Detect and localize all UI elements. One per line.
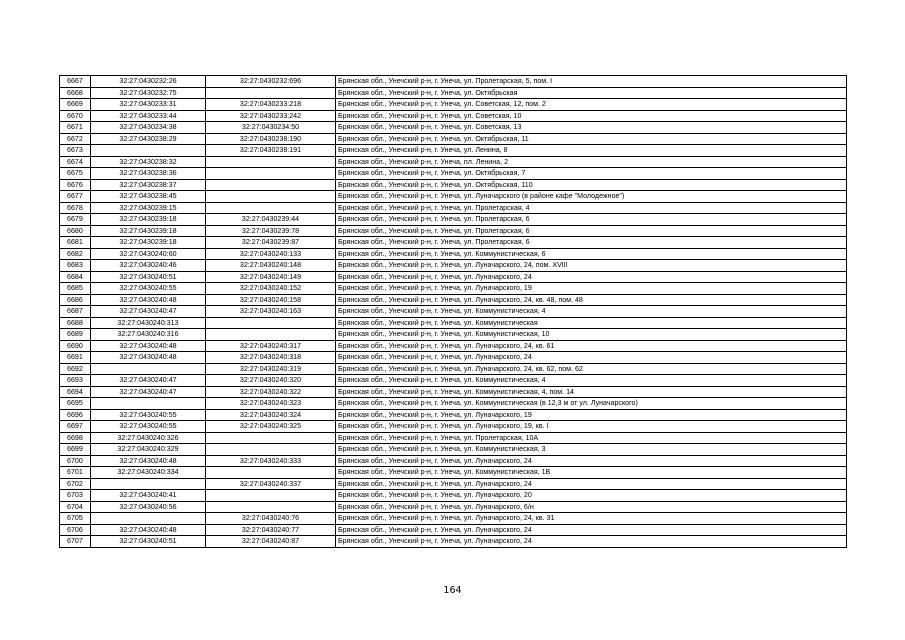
address-cell: Брянская обл., Унечский р-н, г. Унеча, ул. Октябрьская, 11 [336,133,847,145]
address-cell: Брянская обл., Унечский р-н, г. Унеча, ул. Советская, 10 [336,110,847,122]
building-cadastral-cell [206,179,336,191]
building-cadastral-cell: 32:27:0430240:318 [206,352,336,364]
row-number-cell: 6705 [60,513,91,525]
table-row [60,248,847,260]
land-parcel-cadastral-cell [91,145,206,157]
row-number-cell: 6674 [60,156,91,168]
land-parcel-cadastral-cell: 32:27:0430240:55 [91,283,206,295]
building-cadastral-cell: 32:27:0430240:324 [206,409,336,421]
table-row [60,478,847,490]
address-cell: Брянская обл., Унечский р-н, г. Унеча, ул. Луначарского, 24 [336,352,847,364]
row-number-cell: 6671 [60,122,91,134]
row-number-cell: 6701 [60,467,91,479]
land-parcel-cadastral-cell: 32:27:0430240:60 [91,248,206,260]
table-row [60,122,847,134]
table-row [60,76,847,88]
row-number-cell: 6689 [60,329,91,341]
land-parcel-cadastral-cell: 32:27:0430240:47 [91,375,206,387]
building-cadastral-cell: 32:27:0430238:190 [206,133,336,145]
land-parcel-cadastral-cell: 32:27:0430240:316 [91,329,206,341]
land-parcel-cadastral-cell [91,513,206,525]
row-number-cell: 6678 [60,202,91,214]
building-cadastral-cell [206,202,336,214]
table-row [60,329,847,341]
address-cell: Брянская обл., Унечский р-н, г. Унеча, ул. Коммунистическая, 3 [336,444,847,456]
row-number-cell: 6688 [60,317,91,329]
address-cell: Брянская обл., Унечский р-н, г. Унеча, ул. Луначарского, 24, кв. 48, пом. 48 [336,294,847,306]
address-cell: Брянская обл., Унечский р-н, г. Унеча, ул. Луначарского, 24 [336,536,847,548]
row-number-cell: 6668 [60,87,91,99]
table-row [60,455,847,467]
building-cadastral-cell: 32:27:0430232:696 [206,76,336,88]
building-cadastral-cell: 32:27:0430240:158 [206,294,336,306]
table-row [60,156,847,168]
land-parcel-cadastral-cell: 32:27:0430240:48 [91,294,206,306]
table-row [60,513,847,525]
address-cell: Брянская обл., Унечский р-н, г. Унеча, ул. Пролетарская, 6 [336,214,847,226]
building-cadastral-cell [206,501,336,513]
land-parcel-cadastral-cell: 32:27:0430239:18 [91,225,206,237]
land-parcel-cadastral-cell [91,398,206,410]
table-row [60,237,847,249]
land-parcel-cadastral-cell: 32:27:0430232:75 [91,87,206,99]
land-parcel-cadastral-cell: 32:27:0430240:55 [91,409,206,421]
table-row [60,271,847,283]
address-cell: Брянская обл., Унечский р-н, г. Унеча, ул. Луначарского, 20 [336,490,847,502]
table-row [60,467,847,479]
land-parcel-cadastral-cell: 32:27:0430240:51 [91,536,206,548]
building-cadastral-cell [206,490,336,502]
land-parcel-cadastral-cell: 32:27:0430233:31 [91,99,206,111]
address-cell: Брянская обл., Унечский р-н, г. Унеча, ул. Луначарского, 19, кв. I [336,421,847,433]
table-row [60,432,847,444]
building-cadastral-cell: 32:27:0430240:322 [206,386,336,398]
table-row [60,225,847,237]
land-parcel-cadastral-cell: 32:27:0430240:329 [91,444,206,456]
table-row [60,421,847,433]
building-cadastral-cell: 32:27:0430240:333 [206,455,336,467]
row-number-cell: 6673 [60,145,91,157]
land-parcel-cadastral-cell: 32:27:0430240:48 [91,455,206,467]
building-cadastral-cell [206,329,336,341]
building-cadastral-cell [206,87,336,99]
address-cell: Брянская обл., Унечский р-н, г. Унеча, ул. Коммунистическая, 6 [336,248,847,260]
building-cadastral-cell: 32:27:0430240:76 [206,513,336,525]
row-number-cell: 6669 [60,99,91,111]
row-number-cell: 6697 [60,421,91,433]
row-number-cell: 6691 [60,352,91,364]
land-parcel-cadastral-cell: 32:27:0430240:313 [91,317,206,329]
building-cadastral-cell: 32:27:0430240:320 [206,375,336,387]
table-row [60,444,847,456]
address-cell: Брянская обл., Унечский р-н, г. Унеча, ул. Коммунистическая, 4 [336,306,847,318]
row-number-cell: 6667 [60,76,91,88]
land-parcel-cadastral-cell: 32:27:0430240:48 [91,524,206,536]
row-number-cell: 6696 [60,409,91,421]
land-parcel-cadastral-cell: 32:27:0430240:46 [91,260,206,272]
land-parcel-cadastral-cell: 32:27:0430239:15 [91,202,206,214]
table-row [60,110,847,122]
land-parcel-cadastral-cell: 32:27:0430238:29 [91,133,206,145]
row-number-cell: 6700 [60,455,91,467]
row-number-cell: 6676 [60,179,91,191]
address-cell: Брянская обл., Унечский р-н, г. Унеча, ул. Ленина, 8 [336,145,847,157]
address-cell: Брянская обл., Унечский р-н, г. Унеча, ул. Октябрьская, 7 [336,168,847,180]
building-cadastral-cell: 32:27:0430240:337 [206,478,336,490]
building-cadastral-cell: 32:27:0430240:133 [206,248,336,260]
building-cadastral-cell: 32:27:0430240:317 [206,340,336,352]
building-cadastral-cell: 32:27:0430240:323 [206,398,336,410]
row-number-cell: 6706 [60,524,91,536]
row-number-cell: 6694 [60,386,91,398]
land-parcel-cadastral-cell: 32:27:0430240:47 [91,306,206,318]
table-row [60,87,847,99]
row-number-cell: 6695 [60,398,91,410]
land-parcel-cadastral-cell: 32:27:0430233:44 [91,110,206,122]
table-row [60,260,847,272]
row-number-cell: 6683 [60,260,91,272]
land-parcel-cadastral-cell: 32:27:0430240:48 [91,352,206,364]
row-number-cell: 6704 [60,501,91,513]
row-number-cell: 6670 [60,110,91,122]
building-cadastral-cell: 32:27:0430240:77 [206,524,336,536]
address-cell: Брянская обл., Унечский р-н, г. Унеча, ул. Коммунистическая (в 12,3 м от ул. Луначарского) [336,398,847,410]
address-cell: Брянская обл., Унечский р-н, г. Унеча, ул. Луначарского, 24 [336,271,847,283]
land-parcel-cadastral-cell: 32:27:0430238:37 [91,179,206,191]
address-cell: Брянская обл., Унечский р-н, г. Унеча, ул. Коммунистическая [336,317,847,329]
address-cell: Брянская обл., Унечский р-н, г. Унеча, ул. Луначарского, 24 [336,478,847,490]
building-cadastral-cell [206,467,336,479]
row-number-cell: 6677 [60,191,91,203]
address-cell: Брянская обл., Унечский р-н, г. Унеча, ул. Советская, 12, пом. 2 [336,99,847,111]
address-cell: Брянская обл., Унечский р-н, г. Унеча, ул. Коммунистическая, 10 [336,329,847,341]
building-cadastral-cell: 32:27:0430239:87 [206,237,336,249]
building-cadastral-cell [206,444,336,456]
address-cell: Брянская обл., Унечский р-н, г. Унеча, ул. Октябрьская, 110 [336,179,847,191]
land-parcel-cadastral-cell: 32:27:0430240:55 [91,421,206,433]
building-cadastral-cell: 32:27:0430234:50 [206,122,336,134]
building-cadastral-cell: 32:27:0430233:242 [206,110,336,122]
table-row [60,501,847,513]
address-cell: Брянская обл., Унечский р-н, г. Унеча, ул. Луначарского (в районе кафе "Молодежное") [336,191,847,203]
address-cell: Брянская обл., Унечский р-н, г. Унеча, ул. Советская, 13 [336,122,847,134]
table-row [60,99,847,111]
building-cadastral-cell [206,432,336,444]
land-parcel-cadastral-cell: 32:27:0430240:47 [91,386,206,398]
table-row [60,340,847,352]
table-row [60,191,847,203]
address-cell: Брянская обл., Унечский р-н, г. Унеча, ул. Пролетарская, 5, пом. I [336,76,847,88]
building-cadastral-cell [206,156,336,168]
row-number-cell: 6707 [60,536,91,548]
row-number-cell: 6684 [60,271,91,283]
address-cell: Брянская обл., Унечский р-н, г. Унеча, ул. Луначарского, 24 [336,455,847,467]
building-cadastral-cell [206,191,336,203]
row-number-cell: 6693 [60,375,91,387]
land-parcel-cadastral-cell [91,478,206,490]
building-cadastral-cell: 32:27:0430233:218 [206,99,336,111]
table-row [60,398,847,410]
address-cell: Брянская обл., Унечский р-н, г. Унеча, ул. Луначарского, 24 [336,524,847,536]
row-number-cell: 6682 [60,248,91,260]
table-row [60,352,847,364]
address-cell: Брянская обл., Унечский р-н, г. Унеча, ул. Луначарского, 24, кв. 62, пом. 62 [336,363,847,375]
building-cadastral-cell: 32:27:0430240:152 [206,283,336,295]
table-row [60,214,847,226]
land-parcel-cadastral-cell [91,363,206,375]
table-row [60,179,847,191]
address-cell: Брянская обл., Унечский р-н, г. Унеча, ул. Коммунистическая, 4 [336,375,847,387]
address-cell: Брянская обл., Унечский р-н, г. Унеча, ул. Октябрьская [336,87,847,99]
table-row [60,294,847,306]
row-number-cell: 6702 [60,478,91,490]
address-cell: Брянская обл., Унечский р-н, г. Унеча, ул. Пролетарская, 6 [336,225,847,237]
address-cell: Брянская обл., Унечский р-н, г. Унеча, ул. Луначарского, 24, кв. 61 [336,340,847,352]
land-parcel-cadastral-cell: 32:27:0430232:26 [91,76,206,88]
row-number-cell: 6672 [60,133,91,145]
row-number-cell: 6687 [60,306,91,318]
row-number-cell: 6680 [60,225,91,237]
table-row [60,168,847,180]
address-cell: Брянская обл., Унечский р-н, г. Унеча, ул. Луначарского, 19 [336,409,847,421]
building-cadastral-cell: 32:27:0430240:163 [206,306,336,318]
land-parcel-cadastral-cell: 32:27:0430240:51 [91,271,206,283]
table-row [60,386,847,398]
table-row [60,490,847,502]
row-number-cell: 6675 [60,168,91,180]
table-row [60,363,847,375]
building-cadastral-cell: 32:27:0430240:149 [206,271,336,283]
table-row [60,536,847,548]
address-cell: Брянская обл., Унечский р-н, г. Унеча, ул. Луначарского, 6/н [336,501,847,513]
row-number-cell: 6703 [60,490,91,502]
land-parcel-cadastral-cell: 32:27:0430239:18 [91,237,206,249]
building-cadastral-cell: 32:27:0430239:44 [206,214,336,226]
table-row [60,283,847,295]
row-number-cell: 6685 [60,283,91,295]
building-cadastral-cell: 32:27:0430240:319 [206,363,336,375]
table-row [60,202,847,214]
table-row [60,317,847,329]
land-parcel-cadastral-cell: 32:27:0430240:56 [91,501,206,513]
address-cell: Брянская обл., Унечский р-н, г. Унеча, ул. Пролетарская, 10А [336,432,847,444]
address-cell: Брянская обл., Унечский р-н, г. Унеча, ул. Пролетарская, 6 [336,237,847,249]
address-cell: Брянская обл., Унечский р-н, г. Унеча, ул. Луначарского, 24, пом. XVIII [336,260,847,272]
land-parcel-cadastral-cell: 32:27:0430240:326 [91,432,206,444]
building-cadastral-cell: 32:27:0430239:78 [206,225,336,237]
building-cadastral-cell: 32:27:0430238:191 [206,145,336,157]
land-parcel-cadastral-cell: 32:27:0430234:38 [91,122,206,134]
row-number-cell: 6690 [60,340,91,352]
address-cell: Брянская обл., Унечский р-н, г. Унеча, ул. Пролетарская, 4 [336,202,847,214]
address-cell: Брянская обл., Унечский р-н, г. Унеча, ул. Луначарского, 24, кв. 31 [336,513,847,525]
registry-table [59,75,847,548]
table-row [60,145,847,157]
land-parcel-cadastral-cell: 32:27:0430240:41 [91,490,206,502]
address-cell: Брянская обл., Унечский р-н, г. Унеча, ул. Луначарского, 19 [336,283,847,295]
building-cadastral-cell: 32:27:0430240:325 [206,421,336,433]
land-parcel-cadastral-cell: 32:27:0430240:334 [91,467,206,479]
row-number-cell: 6686 [60,294,91,306]
building-cadastral-cell: 32:27:0430240:87 [206,536,336,548]
building-cadastral-cell: 32:27:0430240:148 [206,260,336,272]
row-number-cell: 6692 [60,363,91,375]
building-cadastral-cell [206,168,336,180]
address-cell: Брянская обл., Унечский р-н, г. Унеча, пл. Ленина, 2 [336,156,847,168]
table-row [60,133,847,145]
table-row [60,524,847,536]
row-number-cell: 6679 [60,214,91,226]
table-row [60,409,847,421]
table-row [60,306,847,318]
row-number-cell: 6698 [60,432,91,444]
address-cell: Брянская обл., Унечский р-н, г. Унеча, ул. Коммунистическая, 1В [336,467,847,479]
land-parcel-cadastral-cell: 32:27:0430238:32 [91,156,206,168]
row-number-cell: 6681 [60,237,91,249]
address-cell: Брянская обл., Унечский р-н, г. Унеча, ул. Коммунистическая, 4, пом. 14 [336,386,847,398]
land-parcel-cadastral-cell: 32:27:0430240:48 [91,340,206,352]
table-row [60,375,847,387]
registry-table-body [60,76,847,548]
land-parcel-cadastral-cell: 32:27:0430238:45 [91,191,206,203]
page-number: 164 [443,585,462,596]
land-parcel-cadastral-cell: 32:27:0430239:18 [91,214,206,226]
row-number-cell: 6699 [60,444,91,456]
building-cadastral-cell [206,317,336,329]
land-parcel-cadastral-cell: 32:27:0430238:36 [91,168,206,180]
